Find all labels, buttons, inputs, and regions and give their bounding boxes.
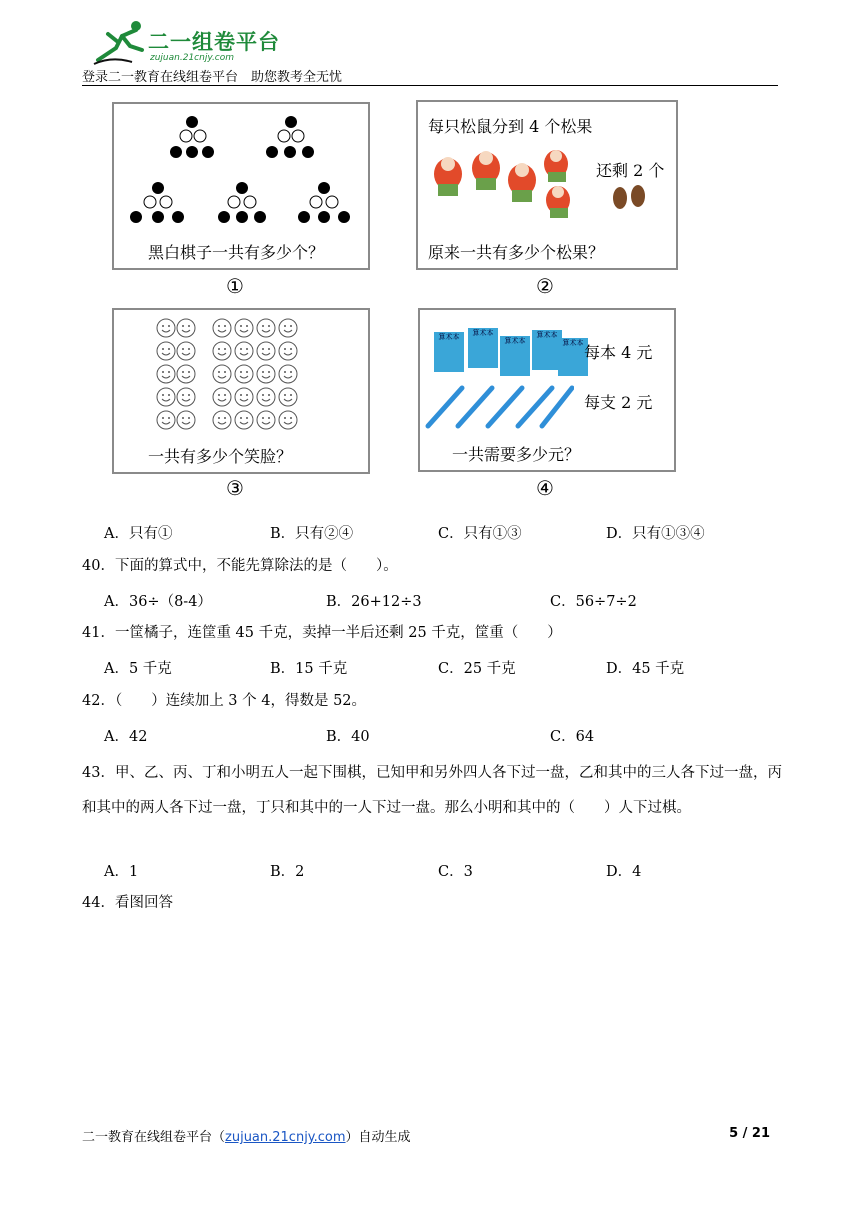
q44-text: 44．看图回答 [82, 895, 173, 911]
q42-option-b[interactable]: B．40 [326, 729, 370, 745]
q40-option-b[interactable]: B．26+12÷3 [326, 594, 422, 610]
q41-option-c[interactable]: C．25 千克 [438, 661, 516, 677]
footer [82, 1126, 411, 1145]
q42-option-a[interactable]: A．42 [104, 729, 148, 745]
footer-prefix: 二一教育在线组卷平台（ [82, 1130, 226, 1145]
pencil-icon [488, 388, 522, 426]
header-divider [82, 85, 778, 86]
figure-2-number: ② [536, 274, 554, 298]
figure-3-number: ③ [226, 476, 244, 500]
chess-pieces-figure [114, 104, 368, 224]
q41-option-b[interactable]: B．15 千克 [270, 661, 348, 677]
chess-group-1 [170, 116, 214, 158]
figure-4-panel [418, 308, 676, 472]
figure-2-caption-side: 还剩 2 个 [596, 161, 665, 180]
chess-group-2 [266, 116, 314, 158]
q43-option-c[interactable]: C．3 [438, 864, 473, 880]
notebook-icon: 算术本 [532, 330, 562, 370]
squirrel-icon [434, 157, 462, 196]
q40-option-a[interactable]: A．36÷（8-4） [104, 594, 212, 610]
figure-1-panel [112, 102, 370, 270]
notebooks-figure [434, 328, 584, 376]
chess-group-4 [218, 182, 266, 223]
site-logo [92, 20, 282, 68]
header-slogan: 登录二一教育在线组卷平台 助您教考全无忧 [82, 70, 343, 85]
smiley-faces-figure [114, 310, 368, 430]
q41-option-d[interactable]: D．45 千克 [606, 661, 685, 677]
q43-option-d[interactable]: D．4 [606, 864, 642, 880]
q39-option-a[interactable]: A．只有① [104, 526, 173, 542]
figure-3-panel [112, 308, 370, 474]
q43-option-b[interactable]: B．2 [270, 864, 305, 880]
squirrel-icon [508, 163, 536, 202]
figure-4-caption: 一共需要多少元？ [452, 445, 581, 464]
q40-text: 40．下面的算式中，不能先算除法的是（ ）。 [82, 558, 398, 574]
q43-option-a[interactable]: A．1 [104, 864, 139, 880]
q43-text: 43．甲、乙、丙、丁和小明五人一起下围棋，已知甲和另外四人各下过一盘，乙和其中的三人各下过一盘，丙和其中的两人各下过一盘，丁只和其中的一人下过一盘。那么小明和其中的（ ）人下过棋。 [82, 765, 782, 816]
q42-text: 42．（ ）连续加上 3 个 4，得数是 52。 [82, 693, 367, 709]
logo-text: 二一组卷平台 [148, 30, 280, 54]
q39-option-b[interactable]: B．只有②④ [270, 526, 354, 542]
figure-4-caption-price1: 每本 4 元 [584, 343, 653, 362]
smiley-group-right [213, 319, 297, 429]
smiley-group-left [157, 319, 195, 429]
figure-1-number: ① [226, 274, 244, 298]
pinecone-icon [608, 182, 648, 212]
notebook-icon: 算术本 [558, 338, 588, 376]
figure-4-number: ④ [536, 476, 554, 500]
page-number: 5 / 21 [729, 1126, 770, 1141]
notebook-icon: 算术本 [468, 328, 498, 368]
notebook-icon: 算术本 [500, 336, 530, 376]
chess-group-5 [298, 182, 350, 223]
pencil-icon [458, 388, 492, 426]
runner-logo-icon [92, 20, 148, 66]
logo-subtext: zujuan.21cnjy.com [150, 53, 235, 63]
q41-option-a[interactable]: A．5 千克 [104, 661, 172, 677]
squirrel-icon [472, 151, 500, 190]
figure-1-caption: 黑白棋子一共有多少个？ [148, 243, 325, 262]
figure-4-caption-price2: 每支 2 元 [584, 393, 653, 412]
figure-2-caption-top: 每只松鼠分到 4 个松果 [428, 117, 593, 136]
squirrel-icon [544, 150, 568, 182]
figure-3-caption: 一共有多少个笑脸？ [148, 447, 293, 466]
q39-option-d[interactable]: D．只有①③④ [606, 526, 705, 542]
squirrel-icon [546, 186, 570, 218]
q41-text: 41．一筐橘子，连筐重 45 千克，卖掉一半后还剩 25 千克，筐重（ ） [82, 625, 562, 641]
figure-2-panel [416, 100, 678, 270]
q39-option-c[interactable]: C．只有①③ [438, 526, 522, 542]
notebook-icon: 算术本 [434, 332, 464, 372]
pencil-icon [428, 388, 462, 426]
squirrels-figure [426, 146, 586, 226]
footer-link[interactable]: zujuan.21cnjy.com [225, 1130, 346, 1145]
chess-group-3 [130, 182, 184, 223]
q42-option-c[interactable]: C．64 [550, 729, 595, 745]
footer-suffix: ）自动生成 [345, 1130, 411, 1145]
figure-2-caption: 原来一共有多少个松果？ [428, 243, 605, 262]
pencils-figure [424, 382, 574, 432]
q40-option-c[interactable]: C．56÷7÷2 [550, 594, 637, 610]
